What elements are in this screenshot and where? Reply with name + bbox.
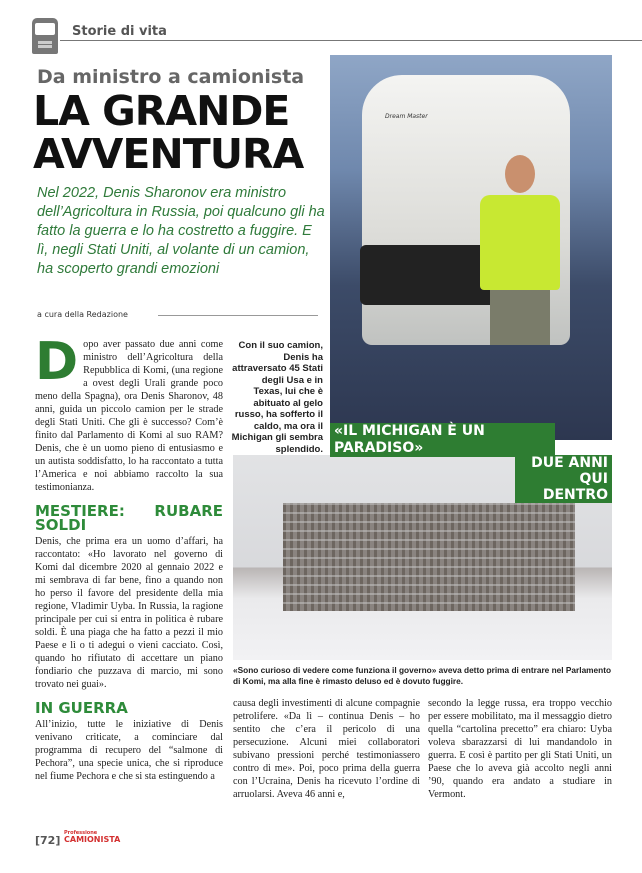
logo-text: CAMIONISTA bbox=[64, 835, 121, 844]
magazine-logo bbox=[64, 830, 120, 844]
photo2-label-line: DUE ANNI bbox=[531, 455, 608, 471]
headline-line: AVVENTURA bbox=[33, 130, 304, 178]
byline: a cura della Redazione bbox=[37, 310, 128, 319]
man-shorts bbox=[490, 290, 550, 345]
paragraph: Denis, che prima era un uomo d’affari, ha raccontato: «Ho lavorato nel governo di Komi dal dicembre 2020 al gennaio 2022 e mi sembrava di far bene, fino a quando non ho perso il favore del presidente della mia regione, Vladimir Uyba. In Russia, la ragione principale per cui si entra in politica è rubare soldi. È una piaga che ha fatto a pezzi il mio Paese e lì o ti adegui o vieni cacciato. Così, quando ho rifiutato di accettare un piano fondiario che puzzava di marcio, mi sono trovato nei guai». bbox=[35, 536, 223, 690]
truck-decal: Dream Master bbox=[385, 113, 428, 120]
standfirst: Nel 2022, Denis Sharonov era ministro dell’Agricoltura in Russia, poi qualcuno gli ha fatto la guerra e lo ha costretto a fuggire. E lì, negli Stati Uniti, al volante di un camion, ha scoperto grandi emozioni bbox=[37, 185, 325, 277]
article-column-2: causa degli investimenti di alcune compagnie petrolifere. «Da lì – continua Denis – ho sentito che c’era il pericolo di una persecuzione. Alcuni miei collaboratori subivano pressioni perché testimoniassero contro di me». Poi, poco prima della guerra con l’Ucraina, Denis ha ricevuto l’ordine di arruolarsi. Aveva 46 anni e, bbox=[233, 698, 420, 800]
intro-paragraph: opo aver passato due anni come ministro dell’Agricoltura della Repubblica di Komi, (una regione a ovest degli Urali grande poco meno della Spagna), ora Denis Sharonov, 48 anni, guida un piccolo camion per le strade degli Stati Uniti. Che gli è successo? Com’è finito dal Parlamento di Komi al suo RAM? Denis, che è un uomo pieno di entusiasmo e un autista soddisfatto, lo ha raccontato a tutta l’America e noi abbiamo raccolto la sua testimonianza. bbox=[35, 339, 223, 493]
man-vest bbox=[480, 195, 560, 290]
subheading: MESTIERE: RUBARE SOLDI bbox=[35, 502, 223, 534]
logo-text-top: Professione bbox=[64, 830, 98, 836]
page-number: [72] bbox=[35, 834, 61, 847]
headline bbox=[33, 87, 325, 178]
headline-line: LA GRANDE bbox=[33, 87, 290, 135]
photo2-label-line: QUI DENTRO bbox=[542, 471, 608, 503]
byline-divider bbox=[158, 315, 318, 316]
section-divider bbox=[60, 40, 642, 41]
section-title: Storie di vita bbox=[72, 24, 167, 39]
photo2-caption: «Sono curioso di vedere come funziona il governo» aveva detto prima di entrare nel Parlamento di Komi, ma alla fine è rimasto deluso ed è dovuto fuggire. bbox=[233, 665, 612, 686]
truck-icon bbox=[32, 18, 58, 54]
paragraph: All’inizio, tutte le iniziative di Denis venivano criticate, a cominciare dal programma di recupero del “salmone di Pechora”, una specie unica, che si riproduce nel fiume Pechora e che si sta estinguendo a bbox=[35, 719, 223, 782]
kicker: Da ministro a camionista bbox=[37, 66, 305, 88]
man-head bbox=[505, 155, 535, 193]
photo1-label: «IL MICHIGAN È UN PARADISO» bbox=[330, 423, 555, 457]
photo1-caption: Con il suo camion, Denis ha attraversato 45 Stati degli Usa e in Texas, lui che è abituato al gelo russo, ha sofferto il caldo, ma ora il Michigan gli sembra splendido. bbox=[231, 340, 323, 455]
article-column-1 bbox=[35, 332, 223, 783]
subheading: IN GUERRA bbox=[35, 699, 128, 717]
article-column-3: secondo la legge russa, era troppo vecchio per essere mobilitato, ma il messaggio dietro quella “cartolina precetto” era chiaro: Uyba voleva sbarazzarsi di lui mandandolo in guerra. E così è partito per gli Stati Uniti, un Paese che lo aveva già accolto negli anni ’90, quando era andato a studiare in Vermont. bbox=[428, 698, 612, 800]
parliament-building bbox=[283, 503, 575, 611]
photo-denis-truck bbox=[330, 55, 612, 440]
drop-cap: D bbox=[35, 332, 79, 392]
photo2-label bbox=[515, 455, 612, 503]
